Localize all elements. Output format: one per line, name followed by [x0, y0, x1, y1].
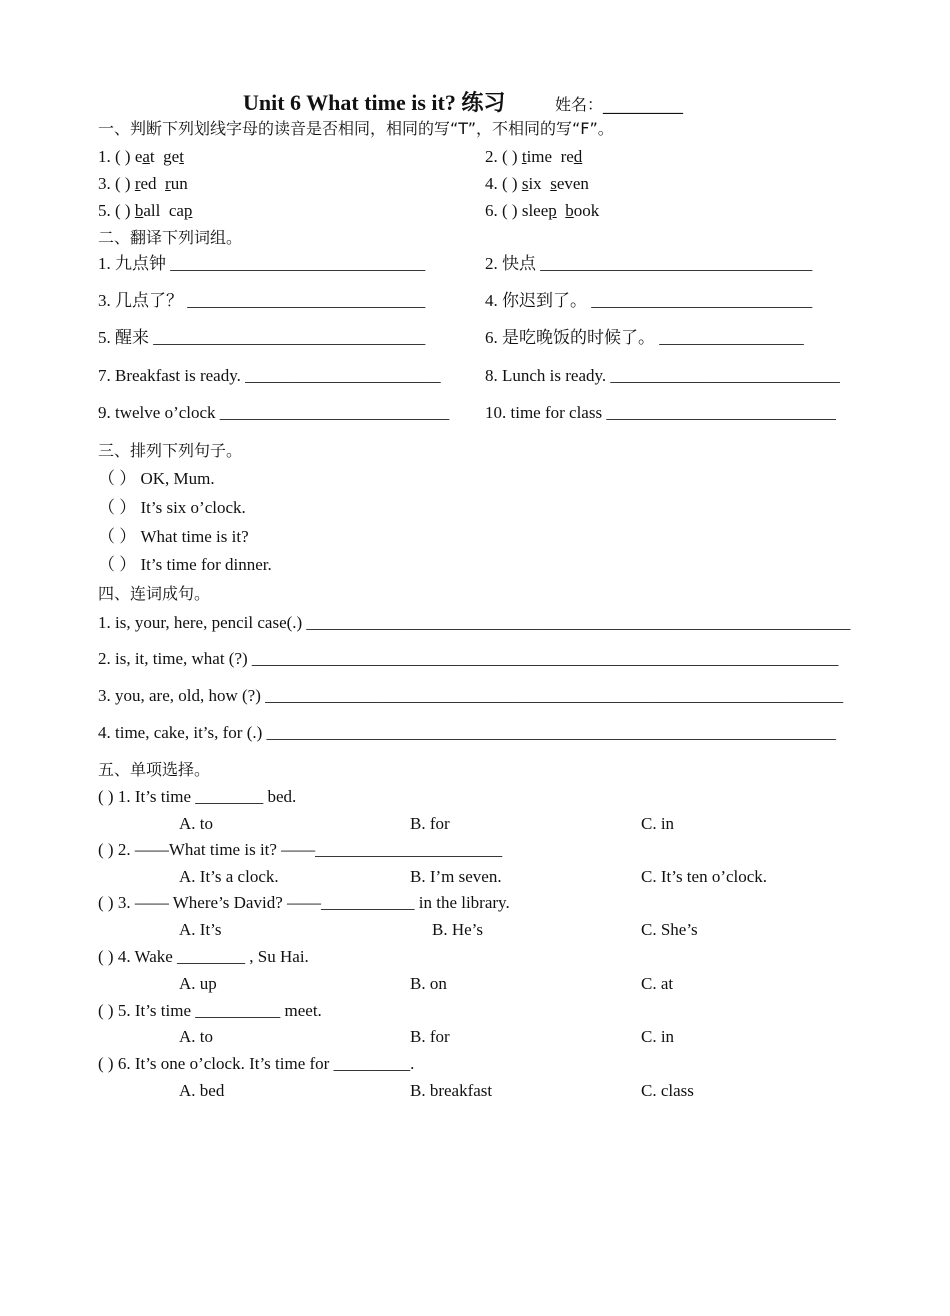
- question-5-1-option-c: C. in: [641, 814, 675, 833]
- question-5-3-stem: ( ) 3. —— Where’s David? ——___________ in the library.: [98, 893, 510, 912]
- question-1-5: 5. ( ) ball cap: [98, 201, 193, 220]
- section-5-heading: 五、单项选择。: [98, 760, 211, 779]
- question-2-7: 7. Breakfast is ready. _______________________: [98, 366, 441, 385]
- question-5-4-option-c: C. at: [641, 974, 674, 993]
- question-2-2: 2. 快点 ________________________________: [485, 254, 813, 273]
- question-1-6: 6. ( ) sleep book: [485, 201, 600, 220]
- question-2-9: 9. twelve o’clock ___________________________: [98, 403, 450, 422]
- question-4-2: 2. is, it, time, what (?) _____________________________________________________________________: [98, 649, 839, 668]
- question-5-2-option-c: C. It’s ten o’clock.: [641, 867, 768, 886]
- section-1-heading: 一、判断下列划线字母的读音是否相同，相同的写“T”，不相同的写“F”。: [98, 119, 614, 138]
- section-4-heading: 四、连词成句。: [98, 584, 211, 603]
- question-1-1: 1. ( ) eat get: [98, 147, 184, 166]
- question-3-4: （ ） It’s time for dinner.: [98, 555, 272, 574]
- question-5-1-option-a: A. to: [179, 814, 213, 833]
- question-5-5-option-c: C. in: [641, 1027, 675, 1046]
- question-1-2: 2. ( ) time red: [485, 147, 583, 166]
- question-5-3-option-c: C. She’s: [641, 920, 698, 939]
- question-1-4: 4. ( ) six seven: [485, 174, 589, 193]
- section-2-heading: 二、翻译下列词组。: [98, 228, 243, 247]
- page-title: Unit 6 What time is it? 练习: [243, 90, 506, 115]
- question-5-1-stem: ( ) 1. It’s time ________ bed.: [98, 787, 297, 806]
- question-3-2: （ ） It’s six o’clock.: [98, 498, 246, 517]
- question-2-6: 6. 是吃晚饭的时候了。 _________________: [485, 328, 804, 347]
- question-5-1-option-b: B. for: [410, 814, 450, 833]
- question-5-3-option-b: B. He’s: [432, 920, 483, 939]
- question-5-6-option-c: C. class: [641, 1081, 694, 1100]
- question-5-2-stem: ( ) 2. ——What time is it? ——______________________: [98, 840, 503, 859]
- question-2-1: 1. 九点钟 ______________________________: [98, 254, 426, 273]
- question-2-10: 10. time for class ___________________________: [485, 403, 836, 422]
- question-5-3-option-a: A. It’s: [179, 920, 222, 939]
- question-5-4-stem: ( ) 4. Wake ________ , Su Hai.: [98, 947, 309, 966]
- question-3-1: （ ） OK, Mum.: [98, 469, 215, 488]
- question-5-5-option-b: B. for: [410, 1027, 450, 1046]
- question-5-6-option-b: B. breakfast: [410, 1081, 493, 1100]
- question-2-8: 8. Lunch is ready. ___________________________: [485, 366, 840, 385]
- question-4-4: 4. time, cake, it’s, for (.) ___________________________________________________________________: [98, 723, 837, 742]
- question-3-3: （ ） What time is it?: [98, 527, 249, 546]
- question-1-3: 3. ( ) red run: [98, 174, 188, 193]
- question-5-6-stem: ( ) 6. It’s one o’clock. It’s time for _________.: [98, 1054, 415, 1073]
- question-2-4: 4. 你迟到了。 __________________________: [485, 291, 813, 310]
- question-5-5-option-a: A. to: [179, 1027, 213, 1046]
- section-3-heading: 三、排列下列句子。: [98, 441, 243, 460]
- question-5-6-option-a: A. bed: [179, 1081, 225, 1100]
- question-5-5-stem: ( ) 5. It’s time __________ meet.: [98, 1001, 322, 1020]
- question-5-2-option-b: B. I’m seven.: [410, 867, 502, 886]
- question-5-2-option-a: A. It’s a clock.: [179, 867, 279, 886]
- question-5-4-option-b: B. on: [410, 974, 447, 993]
- question-2-3: 3. 几点了？ ____________________________: [98, 291, 426, 310]
- question-2-5: 5. 醒来 ________________________________: [98, 328, 426, 347]
- question-5-4-option-a: A. up: [179, 974, 217, 993]
- question-4-1: 1. is, your, here, pencil case(.) ________________________________________________________________: [98, 613, 851, 632]
- name-field[interactable]: 姓名：__________: [555, 95, 684, 114]
- question-4-3: 3. you, are, old, how (?) ____________________________________________________________________: [98, 686, 844, 705]
